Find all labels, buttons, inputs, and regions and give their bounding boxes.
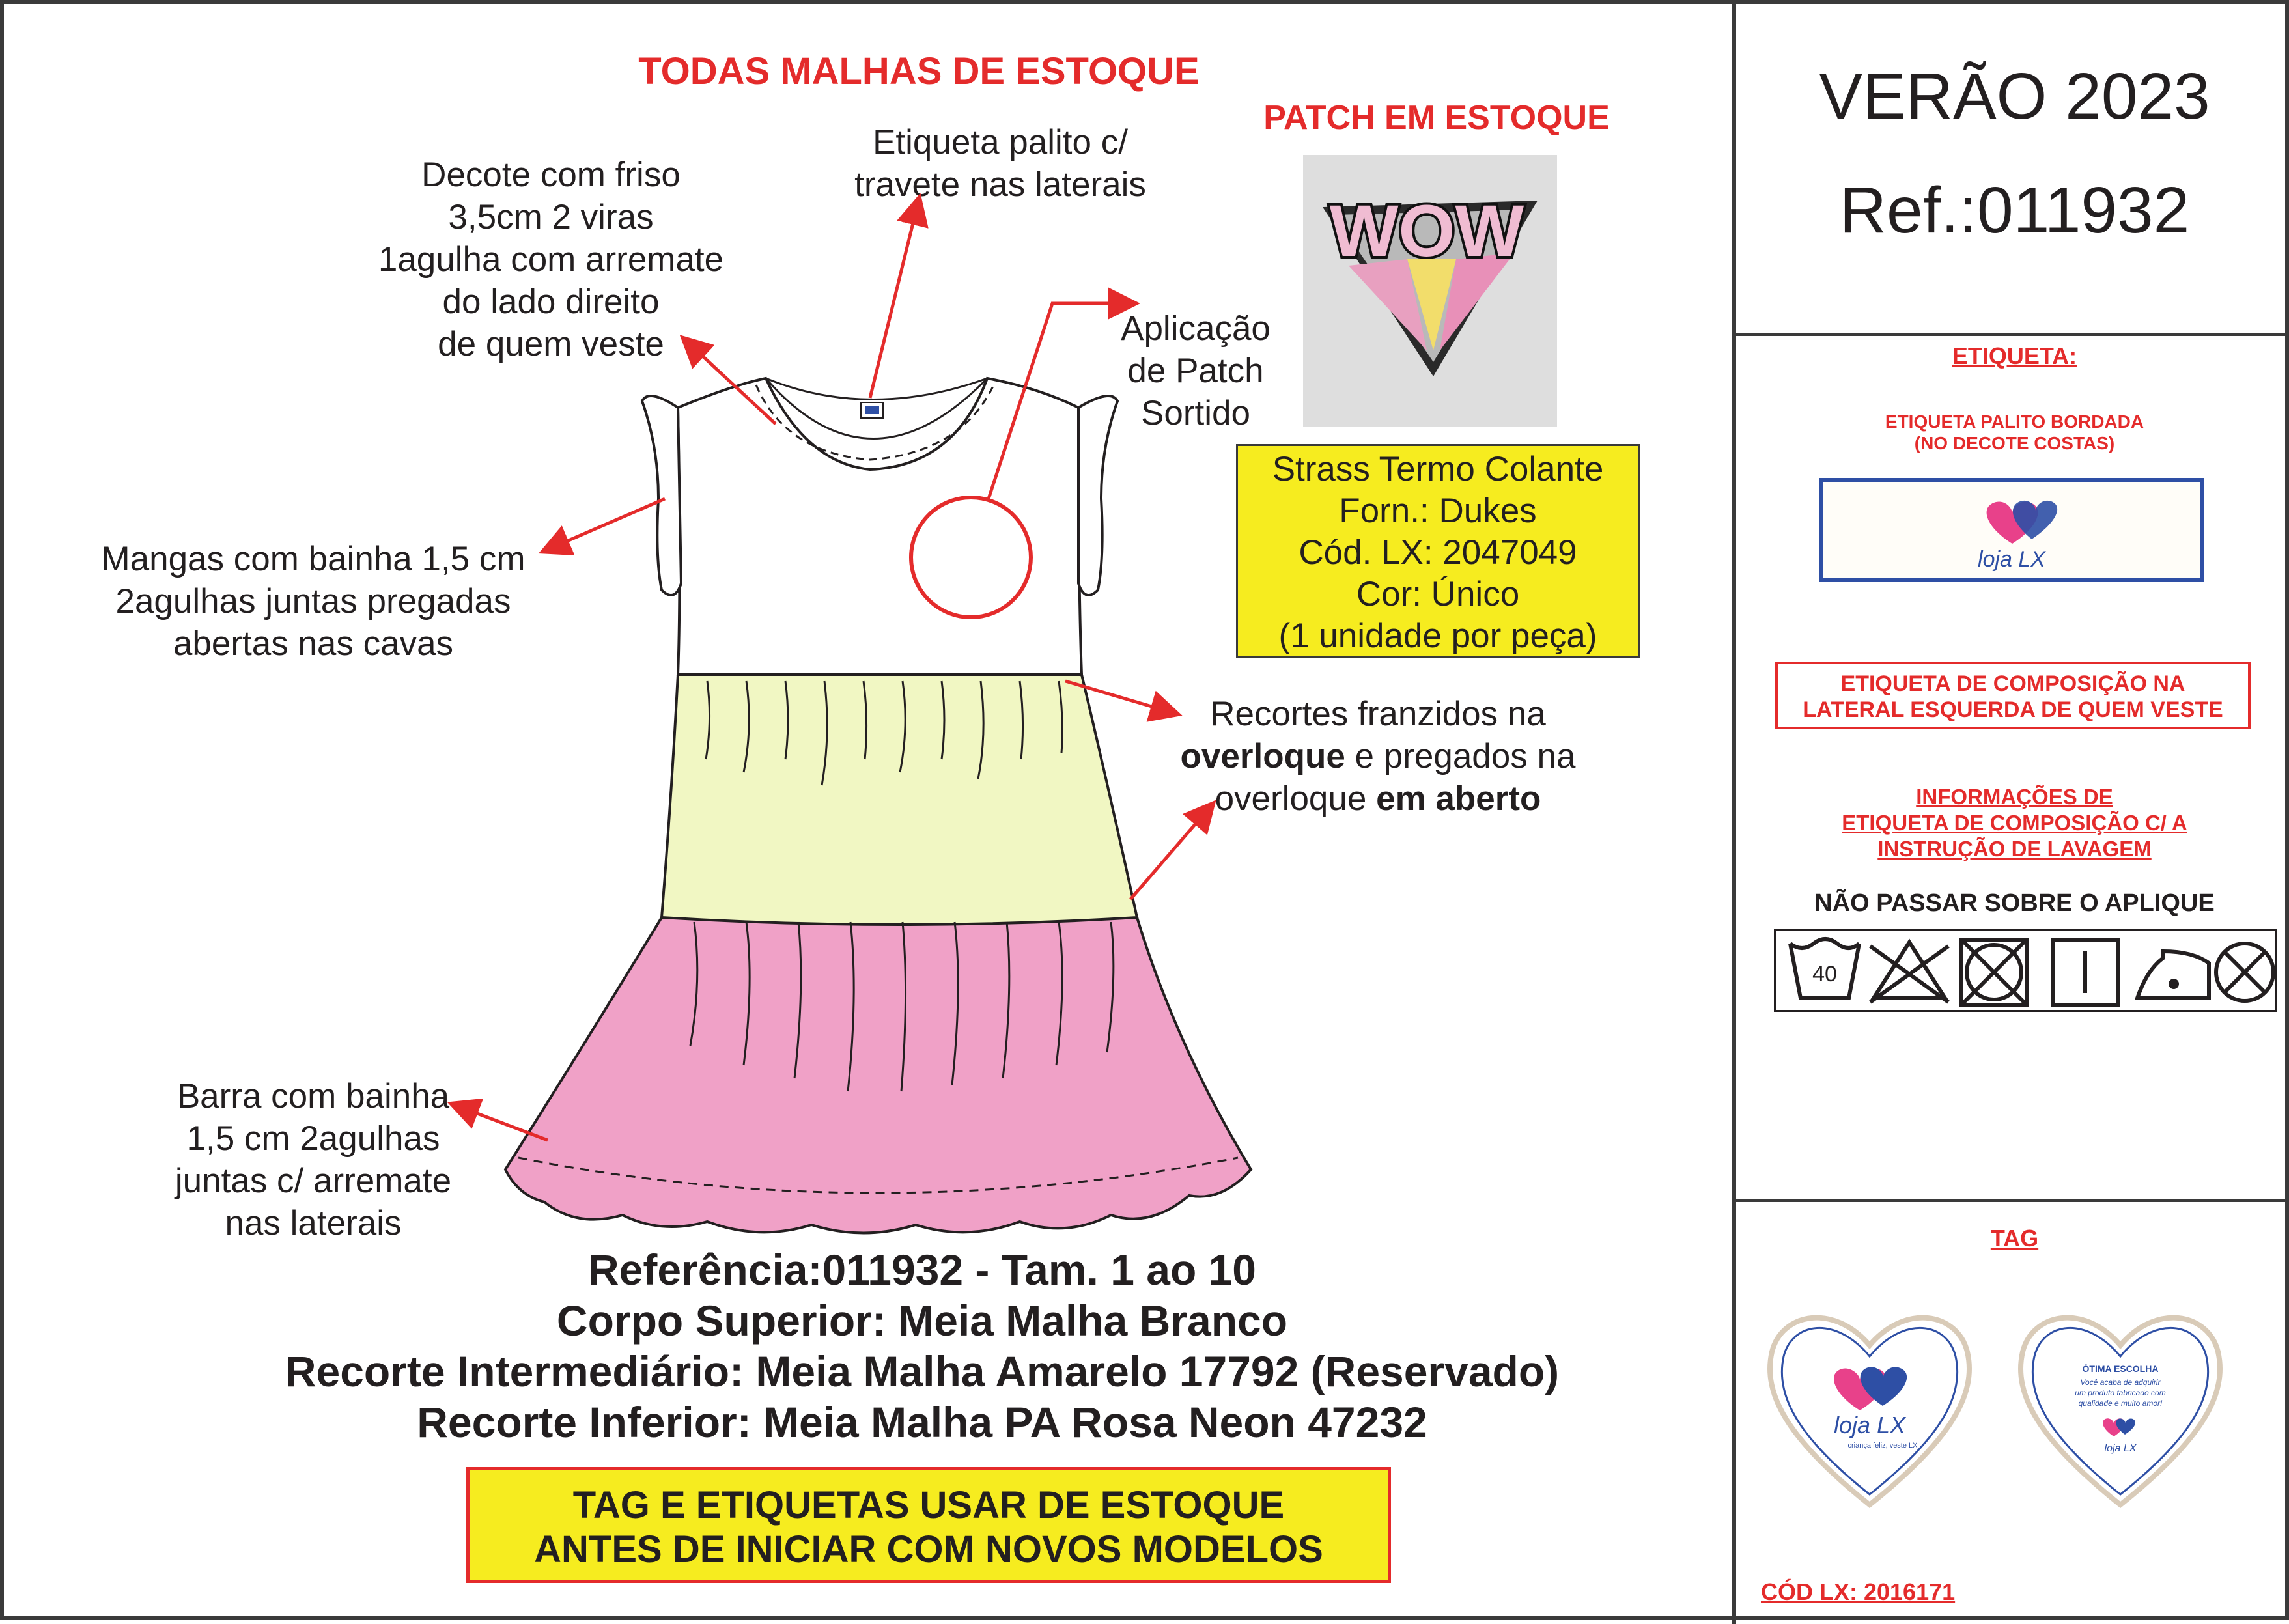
patch-title: PATCH EM ESTOQUE bbox=[1263, 99, 1610, 137]
nao-passar-label: NÃO PASSAR SOBRE O APLIQUE bbox=[1814, 889, 2215, 917]
season-label: VERÃO 2023 bbox=[1819, 60, 2210, 133]
composicao-box: ETIQUETA DE COMPOSIÇÃO NA LATERAL ESQUERDA DE QUEM VESTE bbox=[1775, 662, 2251, 729]
etiqueta-description: ETIQUETA PALITO BORDADA (NO DECOTE COSTAS) bbox=[1885, 412, 2144, 453]
svg-text:um produto fabricado com: um produto fabricado com bbox=[2075, 1388, 2166, 1397]
side-divider-1 bbox=[1732, 333, 2289, 336]
notice-box: TAG E ETIQUETAS USAR DE ESTOQUE ANTES DE INICIAR COM NOVOS MODELOS bbox=[466, 1467, 1391, 1583]
svg-text:qualidade e muito amor!: qualidade e muito amor! bbox=[2078, 1399, 2163, 1408]
svg-text:loja LX: loja LX bbox=[1978, 547, 2045, 572]
care-symbols bbox=[1774, 929, 2277, 1012]
svg-text:40: 40 bbox=[1812, 962, 1837, 987]
spec-block: Referência:011932 - Tam. 1 ao 10 Corpo Superior: Meia Malha Branco Recorte Intermediário: Meia Malha Amarelo 17792 (Reservado) Recorte Inferior: Meia Malha PA Rosa Neon 47232 bbox=[285, 1246, 1560, 1446]
cod-label: CÓD LX: 2016171 bbox=[1761, 1578, 1956, 1605]
svg-text:WOW: WOW bbox=[1329, 190, 1524, 272]
svg-text:Você acaba de adquirir: Você acaba de adquirir bbox=[2080, 1378, 2161, 1387]
tag-back bbox=[2013, 1296, 2228, 1518]
iron-low-icon bbox=[2137, 951, 2209, 998]
side-divider-2 bbox=[1732, 1199, 2289, 1202]
recortes-annotation: Recortes franzidos na overloque e pregados na overloque em aberto bbox=[1180, 695, 1576, 818]
page-title: TODAS MALHAS DE ESTOQUE bbox=[638, 50, 1200, 92]
reference-label: Ref.:011932 bbox=[1839, 174, 2190, 247]
informacoes-text: INFORMAÇÕES DE ETIQUETA DE COMPOSIÇÃO C/ A INSTRUÇÃO DE LAVAGEM bbox=[1842, 785, 2187, 861]
decote-annotation: Decote com friso 3,5cm 2 viras 1agulha com arremate do lado direito de quem veste bbox=[378, 156, 724, 363]
loja-lx-logo-icon bbox=[1823, 482, 2200, 578]
etiqueta-palito-annotation: Etiqueta palito c/ travete nas laterais bbox=[854, 123, 1146, 204]
tag-front bbox=[1762, 1296, 1977, 1518]
aplicacao-annotation: Aplicação de Patch Sortido bbox=[1121, 309, 1271, 432]
svg-text:loja LX: loja LX bbox=[2104, 1443, 2137, 1454]
woven-label bbox=[1819, 478, 2204, 582]
svg-text:criança feliz, veste LX: criança feliz, veste LX bbox=[1847, 1442, 1918, 1449]
etiqueta-title: ETIQUETA: bbox=[1952, 343, 2077, 369]
svg-text:loja LX: loja LX bbox=[1833, 1412, 1906, 1438]
strass-info-box: Strass Termo Colante Forn.: Dukes Cód. LX: 2047049 Cor: Único (1 unidade por peça) bbox=[1236, 444, 1640, 658]
tag-title: TAG bbox=[1990, 1225, 2039, 1252]
barra-annotation: Barra com bainha 1,5 cm 2agulhas juntas c/ arremate nas laterais bbox=[175, 1077, 452, 1242]
svg-text:ÓTIMA ESCOLHA: ÓTIMA ESCOLHA bbox=[2082, 1364, 2159, 1374]
mangas-annotation: Mangas com bainha 1,5 cm 2agulhas juntas pregadas abertas nas cavas bbox=[101, 540, 526, 663]
